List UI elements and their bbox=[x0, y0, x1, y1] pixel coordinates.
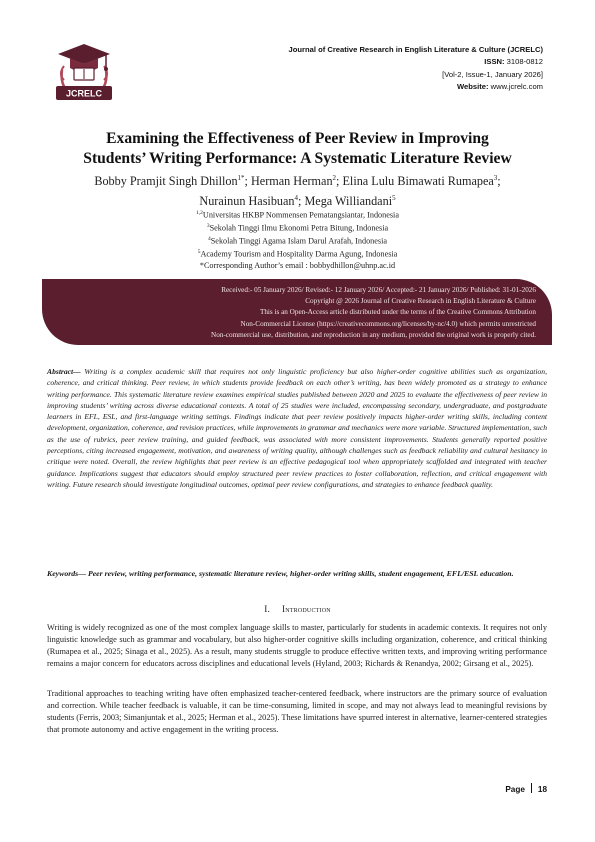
section-title: Introduction bbox=[281, 604, 331, 614]
affiliation-sup: 4 bbox=[208, 236, 211, 243]
copyright-line: Copyright @ 2026 Journal of Creative Research in English Literature & Culture bbox=[305, 297, 536, 306]
affiliation-line bbox=[30, 208, 565, 221]
title-line-2: Students’ Writing Performance: A Systematic Literature Review bbox=[83, 150, 512, 167]
keywords-label: Keywords— bbox=[47, 569, 86, 578]
license-terms-line: Non-commercial use, distribution, and reproduction in any medium, provided the original work is properly cited. bbox=[211, 330, 536, 339]
publication-dates: Received:- 05 January 2026/ Revised:- 12 January 2026/ Accepted:- 21 January 2026/ Published: 31-01-2026 bbox=[221, 286, 536, 294]
license-line: This is an Open-Access article distributed under the terms of the Creative Commons Attribution bbox=[259, 308, 536, 317]
graduation-cap-logo-icon bbox=[54, 40, 114, 104]
affiliations bbox=[30, 208, 565, 271]
section-number: I. bbox=[264, 604, 270, 614]
affiliation-sup: 3 bbox=[206, 223, 210, 230]
affiliation-text: Universitas HKBP Nommensen Pematangsiantar, Indonesia bbox=[202, 210, 399, 220]
body-paragraph: Traditional approaches to teaching writing have often emphasized teacher-centered feedback, where instructors are the primary source of evaluation and correction. While teacher feedback is valuable, it can be time-consuming, limited in scope, and may not always lead to meaningful revisions by students (Ferris, 2003; Simanjuntak et al., 2025; Herman et al., 2025). These limitations have spurred interest in alternative, learner-centered strategies that promote autonomy and active engagement in the writing process. bbox=[47, 689, 547, 734]
affiliation-line bbox=[30, 221, 565, 234]
journal-header bbox=[289, 44, 543, 94]
website-link[interactable]: www.jcrelc.com bbox=[490, 82, 543, 92]
abstract-label: Abstract— bbox=[47, 367, 81, 376]
page-label: Page bbox=[505, 785, 525, 794]
body-paragraph: Writing is widely recognized as one of the most complex language skills to master, particularly for students in academic contexts. It requires not only linguistic knowledge such as grammar and vocabulary, but also higher-order cognitive skills including organization, coherence, and critical thinking (Rumapea et al., 2025; Sinaga et al., 2025). As a result, many students struggle to produce effective written texts, and improving writing performance remains a major concern for educators across disciplines and educational levels (Hyland, 2003; Richards & Renandya, 2002; Girsang et al., 2025). bbox=[47, 623, 547, 668]
title-line-1: Examining the Effectiveness of Peer Review in Improving bbox=[106, 130, 489, 147]
issn-label: ISSN: bbox=[484, 57, 505, 67]
author-sup: 1* bbox=[237, 174, 245, 182]
issn-line bbox=[289, 56, 543, 68]
affiliation-text: Sekolah Tinggi Ilmu Ekonomi Petra Bitung, Indonesia bbox=[209, 223, 389, 233]
keywords-text: Peer review, writing performance, systematic literature review, higher-order writing skills, student engagement, EFL/ESL education. bbox=[86, 569, 514, 578]
author-list bbox=[30, 170, 565, 210]
footer-divider bbox=[531, 783, 532, 793]
article-title bbox=[30, 129, 565, 169]
author-sup: 5 bbox=[392, 194, 396, 203]
author-sep: ; bbox=[497, 174, 501, 189]
author-sup: 4 bbox=[294, 194, 299, 203]
author-name: Elina Lulu Bimawati Rumapea bbox=[342, 174, 494, 189]
affiliation-sup: 5 bbox=[197, 249, 201, 256]
issn-value: 3108-0812 bbox=[506, 57, 543, 67]
author-name: Mega Williandani bbox=[304, 194, 393, 209]
logo-text: JCRELC bbox=[65, 88, 103, 99]
page-footer bbox=[505, 783, 547, 794]
journal-logo bbox=[54, 40, 114, 104]
website-line bbox=[289, 81, 543, 93]
journal-name: Journal of Creative Research in English Literature & Culture (JCRELC) bbox=[288, 45, 543, 54]
corresponding-email[interactable]: *Corresponding Author’s email : bobbydhillon@uhnp.ac.id bbox=[199, 261, 396, 271]
publication-info-banner bbox=[42, 279, 552, 345]
affiliation-line bbox=[30, 234, 565, 247]
author-sep: ; bbox=[298, 194, 305, 209]
volume-line: [Vol-2, Issue-1, January 2026] bbox=[442, 69, 543, 79]
author-name: Nurainun Hasibuan bbox=[199, 194, 295, 209]
author-sup: 2 bbox=[332, 174, 337, 182]
author-name: Bobby Pramjit Singh Dhillon bbox=[94, 174, 238, 189]
affiliation-text: Academy Tourism and Hospitality Darma Agung, Indonesia bbox=[200, 249, 398, 259]
author-sup: 3 bbox=[493, 174, 498, 182]
affiliation-text: Sekolah Tinggi Agama Islam Darul Arafah, Indonesia bbox=[210, 236, 387, 246]
section-heading bbox=[0, 604, 595, 614]
license-link-line[interactable]: Non-Commercial License (https://creativecommons.org/licenses/by-nc/4.0) which permits unrestricted bbox=[240, 319, 536, 328]
page-number: 18 bbox=[537, 785, 547, 794]
affiliation-sup: 1,2 bbox=[196, 210, 203, 216]
keywords bbox=[47, 568, 547, 580]
abstract-text: Writing is a complex academic skill that requires not only linguistic proficiency but also higher-order cognitive abilities such as organization, coherence, and critical thinking. Peer review, in which students provide feedback on each other’s writing, has been widely promoted as a strategy to enhance writing performance. This systematic literature review examines empirical studies published between 2020 and 2025 to evaluate the effectiveness of peer review in improving students’ writing across diverse educational contexts. A total of 25 studies were included, encompassing secondary, undergraduate, and postgraduate learners in EFL, ESL, and first-language writing settings. Findings indicate that peer review positively impacts higher-order writing skills, including content development, organization, coherence, and revision practices, while improvements in grammar and mechanics were more variable. Structured implementation, such as the use of rubrics, peer review training, and guided feedback, was associated with more consistent improvements. Students generally reported positive perceptions, citing increased engagement, motivation, and awareness of writing quality, although challenges such as feedback reliability and cultural hesitancy in critique were noted. Overall, the review highlights that peer review is an effective pedagogical tool when appropriately scaffolded and integrated with teacher guidance. Implications suggest that educators should employ structured peer review practices to foster collaboration, reflection, and critical engagement with writing. Future research should investigate longitudinal outcomes, optimal peer review configurations, and strategies to enhance feedback quality. bbox=[47, 367, 547, 489]
website-label: Website: bbox=[457, 82, 489, 92]
author-sep: ; bbox=[336, 174, 343, 189]
abstract bbox=[47, 366, 547, 490]
author-sep: ; bbox=[244, 174, 251, 189]
author-name: Herman Herman bbox=[250, 174, 333, 189]
affiliation-line bbox=[30, 247, 565, 260]
